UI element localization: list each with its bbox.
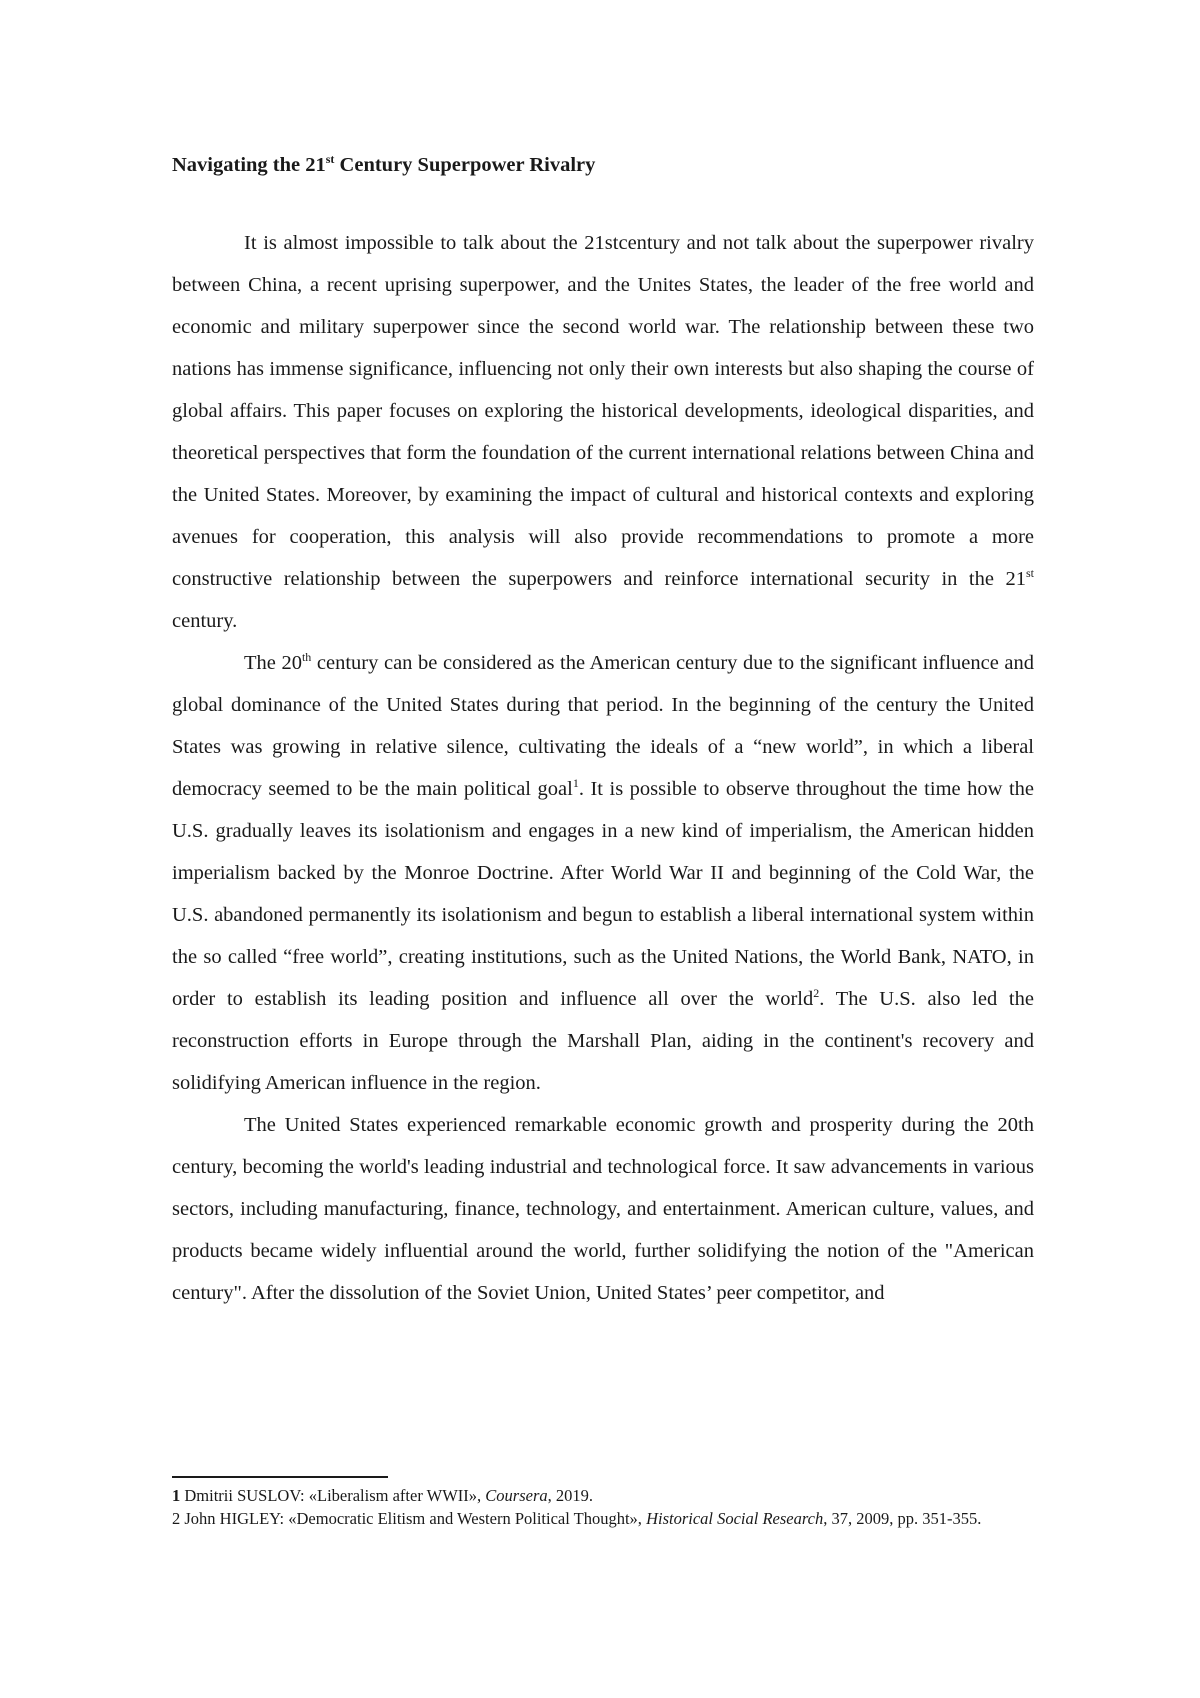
paragraph-1-text-end: century. <box>172 609 238 632</box>
footnotes <box>172 1476 1034 1530</box>
footnote-2 <box>172 1507 1034 1530</box>
document-body <box>172 222 1034 1314</box>
footnote-2-source: Historical Social Research <box>646 1509 824 1528</box>
paragraph-3: The United States experienced remarkable economic growth and prosperity during the 20th century, becoming the world's leading industrial and technological force. It saw advancements in various sectors, including manufacturing, finance, technology, and entertainment. American culture, values, and products became widely influential around the world, further solidifying the notion of the "American century". After the dissolution of the Soviet Union, United States’ peer competitor, and <box>172 1113 1034 1304</box>
footnote-1-source: Coursera <box>485 1486 548 1505</box>
footnote-2-text-end: , 37, 2009, pp. 351-355. <box>823 1509 982 1528</box>
title-text: Navigating the 21 <box>172 153 326 176</box>
paragraph-2-text-a: The 20 <box>244 651 302 674</box>
footnote-separator <box>172 1476 388 1478</box>
paragraph-2 <box>172 642 1034 1104</box>
document-title <box>172 142 1034 182</box>
footnote-ref-1: 1 <box>572 776 579 790</box>
footnote-1-number: 1 <box>172 1486 181 1505</box>
paragraph-1 <box>172 222 1034 642</box>
title-text-end: Century Superpower Rivalry <box>334 153 596 176</box>
paragraph-2-superscript-th: th <box>301 650 312 664</box>
footnote-1-text: Dmitrii SUSLOV: «Liberalism after WWII», <box>180 1486 486 1505</box>
footnote-2-number: 2 <box>172 1509 181 1528</box>
footnote-1 <box>172 1484 1034 1507</box>
footnote-2-text: John HIGLEY: «Democratic Elitism and Western Political Thought», <box>180 1509 647 1528</box>
footnote-ref-2: 2 <box>813 986 820 1000</box>
title-superscript: st <box>325 152 335 166</box>
paragraph-1-text: It is almost impossible to talk about the 21stcentury and not talk about the superpower rivalry between China, a recent uprising superpower, and the Unites States, the leader of the free world and economic and military superpower since the second world war. The relationship between these two nations has immense significance, influencing not only their own interests but also shaping the course of global affairs. This paper focuses on exploring the historical developments, ideological disparities, and theoretical perspectives that form the foundation of the current international relations between China and the United States. Moreover, by examining the impact of cultural and historical contexts and exploring avenues for cooperation, this analysis will also provide recommendations to promote a more constructive relationship between the superpowers and reinforce international security in the 21 <box>172 231 1034 590</box>
paragraph-2-text-b: century can be considered as the American century due to the significant influence and global dominance of the United States during that period. In the beginning of the century the United States was growing in relative silence, cultivating the ideals of a “new world”, in which a liberal democracy seemed to be the main political goal <box>172 651 1034 800</box>
footnote-1-text-end: , 2019. <box>547 1486 594 1505</box>
document-content <box>172 142 1034 1314</box>
paragraph-1-superscript: st <box>1025 566 1034 580</box>
paragraph-2-text-c: . It is possible to observe throughout the time how the U.S. gradually leaves its isolationism and engages in a new kind of imperialism, the American hidden imperialism backed by the Monroe Doctrine. After World War II and beginning of the Cold War, the U.S. abandoned permanently its isolationism and begun to establish a liberal international system within the so called “free world”, creating institutions, such as the United Nations, the World Bank, NATO, in order to establish its leading position and influence all over the world <box>172 777 1034 1010</box>
paragraph-2-text-d: . The U.S. also led the reconstruction efforts in Europe through the Marshall Plan, aiding in the continent's recovery and solidifying American influence in the region. <box>172 987 1034 1094</box>
